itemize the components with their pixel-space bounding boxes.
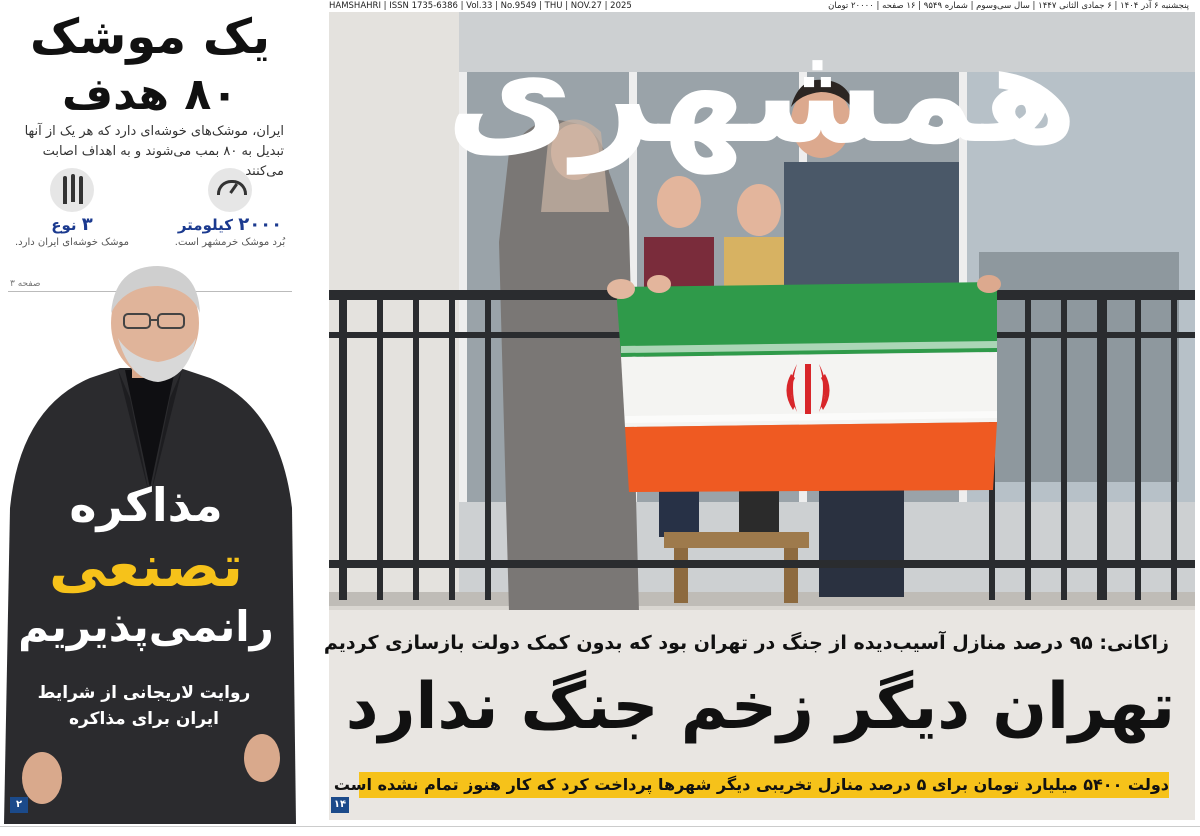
stat-range-unit: کیلومتر — [177, 216, 233, 234]
missile-headline-line1: یک موشک — [29, 9, 271, 65]
masthead-strip-fa: پنجشنبه ۶ آذر ۱۴۰۴ | ۶ جمادی الثانی ۱۴۴۷ | سال سی‌وسوم | شماره ۹۵۴۹ | ۱۶ صفحه | ۲۰۰۰۰ تومان — [828, 1, 1189, 11]
page-badge-main[interactable]: ۱۴ — [331, 797, 349, 813]
main-headline[interactable]: تهران دیگر زخم جنگ ندارد — [345, 670, 1175, 744]
main-deck: دولت ۵۴۰۰ میلیارد تومان برای ۵ درصد منازل تخریبی دیگر شهرها پرداخت کرد که کار هنوز تمام نشده است — [333, 775, 1169, 794]
masthead-strip — [329, 0, 1195, 12]
larijani-subhead: روایت لاریجانی از شرایط ایران برای مذاکره — [37, 683, 251, 729]
stat-range-number: ۲۰۰۰ — [238, 214, 283, 235]
masthead-logo[interactable]: همشهری — [445, 13, 1079, 174]
stat-types — [12, 168, 132, 248]
larijani-headline — [10, 476, 282, 656]
speedometer-icon — [208, 168, 252, 212]
stat-types-unit: نوع — [51, 216, 77, 234]
main-kicker: زاکانی: ۹۵ درصد منازل آسیب‌دیده از جنگ در تهران بود که بدون کمک دولت بازسازی کردیم — [323, 632, 1169, 654]
stat-range-note: بُرد موشک خرمشهر است. — [174, 237, 286, 248]
page-badge-larijani[interactable]: ۲ — [10, 797, 28, 813]
missile-headline-line2: ۸۰ هدف — [61, 69, 239, 120]
main-front — [323, 0, 1200, 836]
stat-types-value — [12, 214, 132, 235]
missile-headline — [10, 8, 290, 124]
stat-types-number: ۳ — [81, 214, 93, 235]
missile-page-ref[interactable]: صفحه ۳ — [10, 279, 41, 289]
bottom-rule — [0, 826, 1200, 827]
larijani-headline-line3: رانمی‌پذیریم — [18, 602, 274, 651]
stat-range — [170, 168, 290, 248]
larijani-headline-line2: تصنعی — [48, 532, 244, 600]
larijani-headline-line1: مذاکره — [69, 478, 223, 532]
stat-range-value — [170, 214, 290, 235]
missiles-icon — [50, 168, 94, 212]
stat-types-note: موشک خوشه‌ای ایران دارد. — [15, 237, 129, 248]
masthead-strip-en: HAMSHAHRI | ISSN 1735-6386 | Vol.33 | No.9549 | THU | NOV.27 | 2025 — [329, 1, 632, 11]
left-column — [0, 0, 300, 836]
missile-lead: ایران، موشک‌های خوشه‌ای دارد که هر یک از آنها تبدیل به ۸۰ بمب می‌شوند و به اهداف اصابت می‌کنند — [24, 124, 284, 179]
